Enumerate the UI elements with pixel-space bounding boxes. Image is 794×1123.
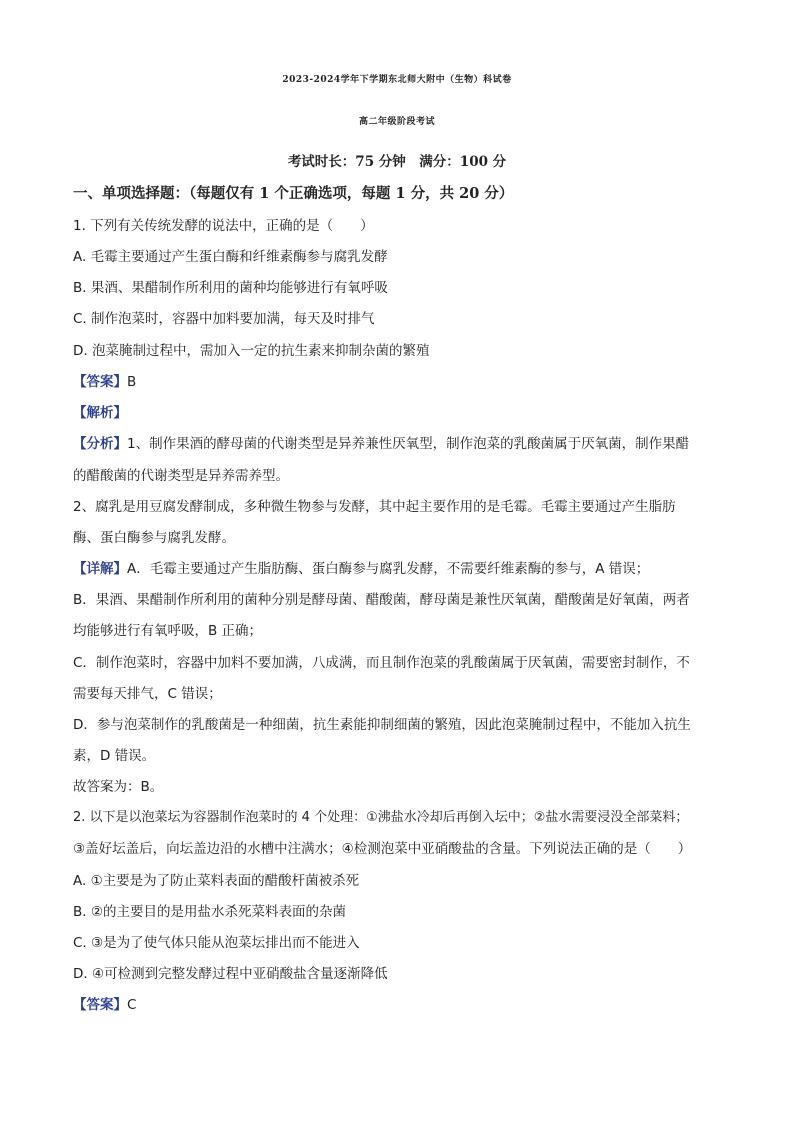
q1-detail-line: 均能够进行有氧呼吸，B 正确； bbox=[73, 623, 263, 639]
q2-option-d: D. ④可检测到完整发酵过程中亚硝酸盐含量逐渐降低 bbox=[73, 966, 388, 982]
analysis-tag: 【解析】 bbox=[73, 405, 127, 421]
detail-text: A．毛霉主要通过产生脂肪酶、蛋白酶参与腐乳发酵，不需要纤维素酶的参与，A 错误； bbox=[127, 561, 650, 577]
exam-info: 考试时长：75 分钟 满分：100 分 bbox=[287, 154, 507, 170]
q1-detail-line: D．参与泡菜制作的乳酸菌是一种细菌，抗生素能抑制细菌的繁殖，因此泡菜腌制过程中，不能加入抗生 bbox=[73, 717, 691, 733]
q1-conclusion: 故答案为：B。 bbox=[73, 779, 164, 795]
q1-fenxi-line: 2、腐乳是用豆腐发酵制成，多种微生物参与发酵，其中起主要作用的是毛霉。毛霉主要通过产生脂肪 bbox=[73, 499, 676, 515]
q1-fenxi-line bbox=[73, 432, 689, 452]
q2-option-a: A. ①主要是为了防止菜料表面的醋酸杆菌被杀死 bbox=[73, 873, 360, 889]
q1-fenxi-line: 酶、蛋白酶参与腐乳发酵。 bbox=[73, 530, 235, 546]
exam-title: 2023-2024学年下学期东北师大附中（生物）科试卷 bbox=[282, 75, 512, 85]
answer-tag: 【答案】 bbox=[73, 374, 127, 390]
q2-answer bbox=[73, 993, 136, 1013]
q1-detail-line: B．果酒、果醋制作所利用的菌种分别是酵母菌、醋酸菌，酵母菌是兼性厌氧菌，醋酸菌是好氧菌，两者 bbox=[73, 592, 690, 608]
q1-detail-line: C．制作泡菜时，容器中加料不要加满，八成满，而且制作泡菜的乳酸菌属于厌氧菌，需要密封制作，不 bbox=[73, 655, 690, 671]
q1-option-a: A. 毛霉主要通过产生蛋白酶和纤维素酶参与腐乳发酵 bbox=[73, 249, 388, 265]
q1-detail-line: 需要每天排气，C 错误； bbox=[73, 686, 222, 702]
answer-value: C bbox=[127, 997, 137, 1013]
section-heading: 一、单项选择题：（每题仅有 1 个正确选项，每题 1 分，共 20 分） bbox=[73, 185, 514, 202]
q1-option-d: D. 泡菜腌制过程中，需加入一定的抗生素来抑制杂菌的繁殖 bbox=[73, 343, 430, 359]
q1-option-b: B. 果酒、果醋制作所利用的菌种均能够进行有氧呼吸 bbox=[73, 280, 388, 296]
answer-value: B bbox=[127, 374, 137, 390]
fenxi-text: 1、制作果酒的酵母菌的代谢类型是异养兼性厌氧型，制作泡菜的乳酸菌属于厌氧菌，制作果醋 bbox=[127, 436, 690, 452]
q2-option-b: B. ②的主要目的是用盐水杀死菜料表面的杂菌 bbox=[73, 904, 346, 920]
fenxi-tag: 【分析】 bbox=[73, 436, 127, 452]
q1-detail-line bbox=[73, 557, 649, 577]
q2-stem: 2. 以下是以泡菜坛为容器制作泡菜时的 4 个处理：①沸盐水冷却后再倒入坛中；②盐水需要浸没全部菜料； bbox=[73, 810, 689, 825]
q2-stem: ③盖好坛盖后，向坛盖边沿的水槽中注满水；④检测泡菜中亚硝酸盐的含量。下列说法正确的是（ ） bbox=[73, 841, 692, 857]
q1-answer bbox=[73, 370, 136, 390]
q1-analysis-heading bbox=[73, 401, 127, 421]
detail-tag: 【详解】 bbox=[73, 561, 127, 577]
q1-option-c: C. 制作泡菜时，容器中加料要加满，每天及时排气 bbox=[73, 311, 375, 327]
q1-fenxi-line: 的醋酸菌的代谢类型是异养需养型。 bbox=[73, 468, 289, 484]
q1-stem: 1. 下列有关传统发酵的说法中，正确的是（ ） bbox=[73, 218, 374, 234]
exam-subtitle: 高二年级阶段考试 bbox=[358, 117, 435, 127]
q2-option-c: C. ③是为了使气体只能从泡菜坛排出而不能进入 bbox=[73, 935, 360, 951]
answer-tag: 【答案】 bbox=[73, 997, 127, 1013]
q1-detail-line: 素，D 错误。 bbox=[73, 748, 156, 764]
